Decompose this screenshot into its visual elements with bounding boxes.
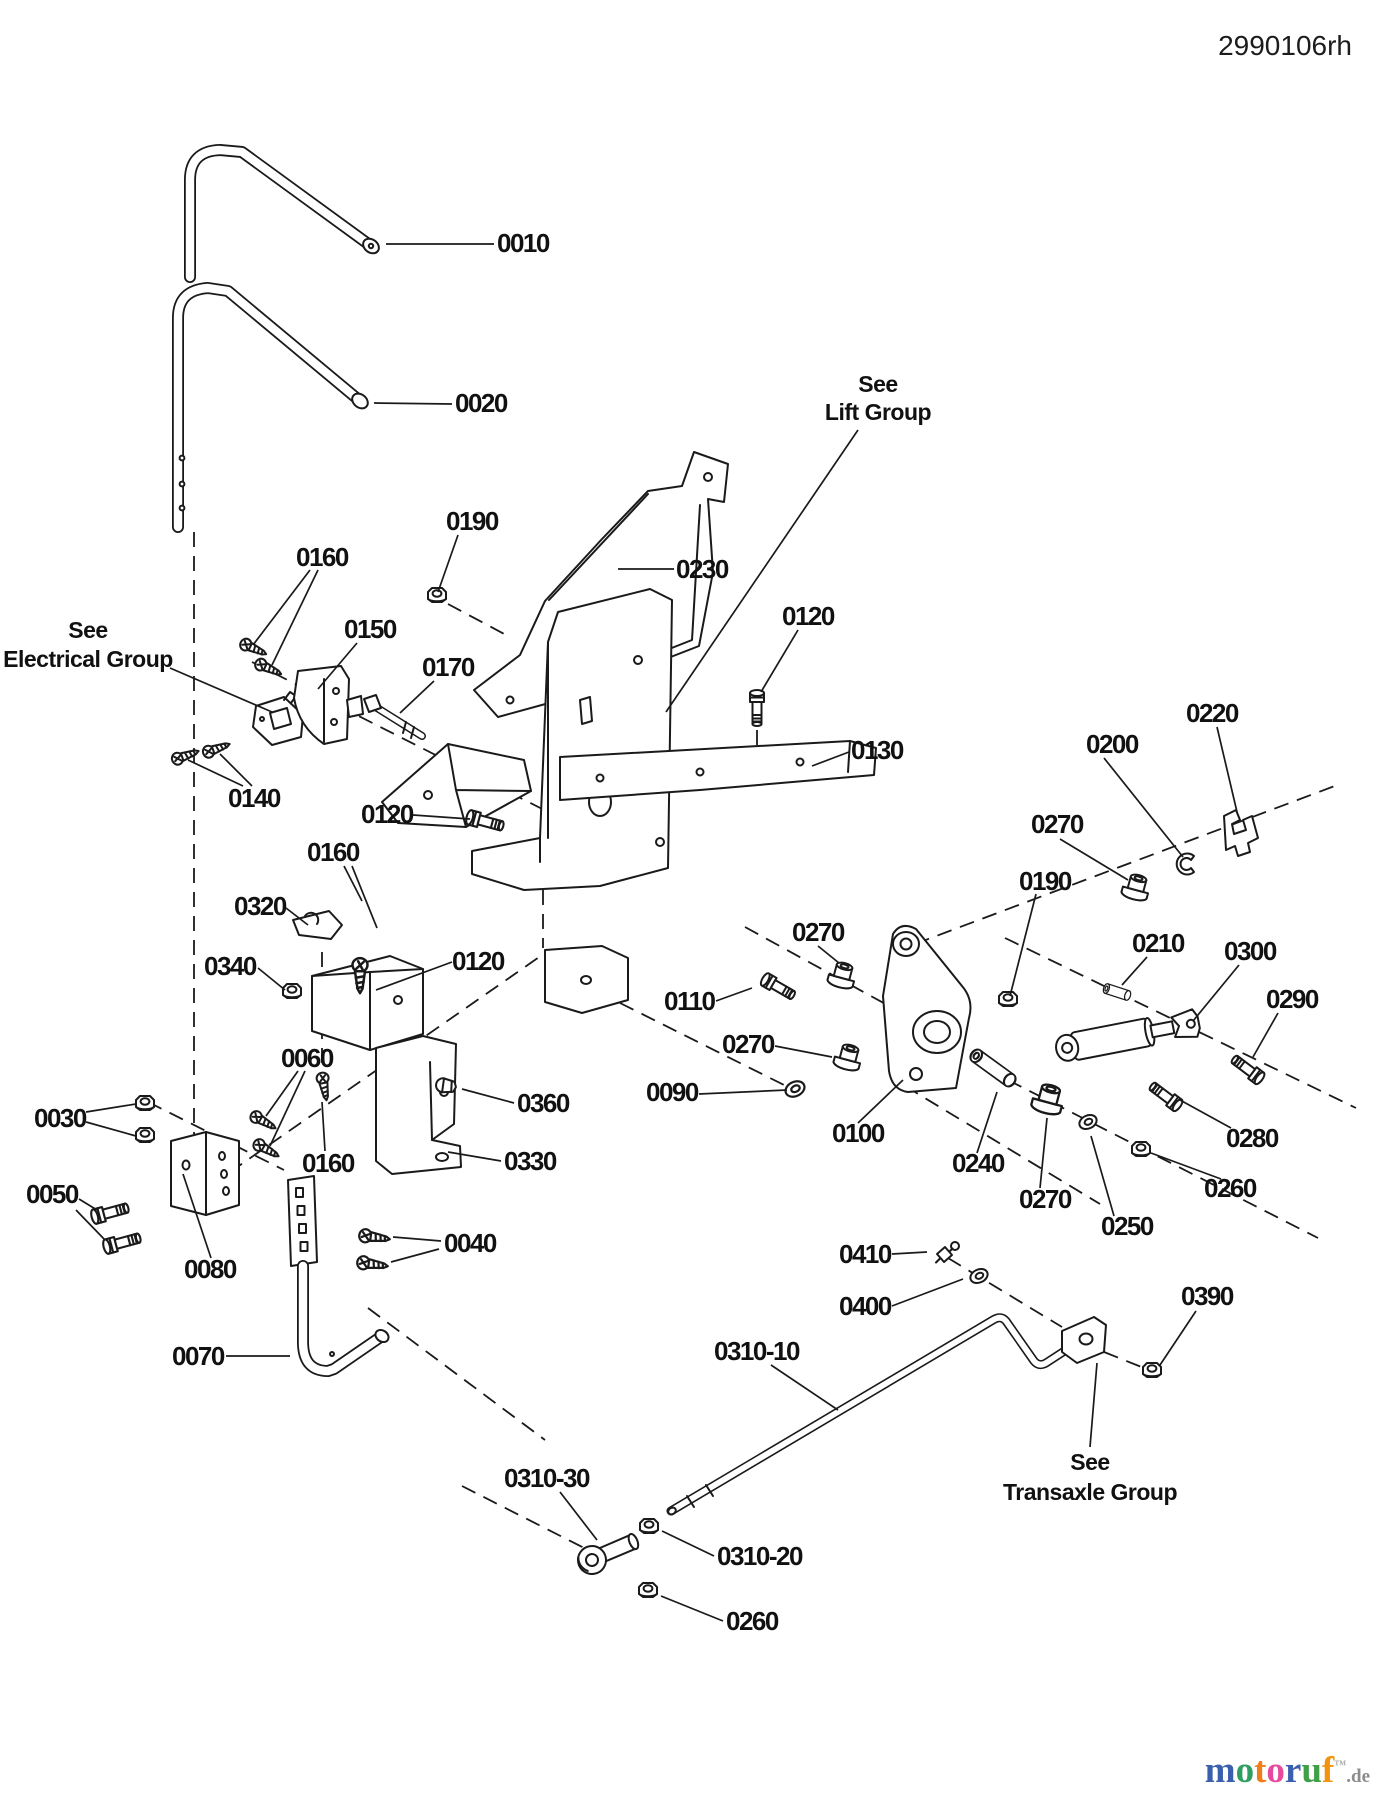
part-label-0280: 0280 bbox=[1226, 1123, 1278, 1153]
part-0160-screw-c bbox=[316, 1072, 333, 1102]
part-label-0210: 0210 bbox=[1132, 928, 1184, 958]
part-0030-nut-2 bbox=[136, 1128, 154, 1142]
part-0270-bushing-d bbox=[1030, 1081, 1066, 1116]
part-label-0010: 0010 bbox=[497, 228, 549, 258]
part-0040-screw-1 bbox=[358, 1228, 390, 1245]
part-label-0290: 0290 bbox=[1266, 984, 1318, 1014]
part-label-0150: 0150 bbox=[344, 614, 396, 644]
part-label-0310-10: 0310-10 bbox=[714, 1336, 799, 1366]
part-label-0310-30: 0310-30 bbox=[504, 1463, 589, 1493]
part-label-0200: 0200 bbox=[1086, 729, 1138, 759]
part-label-0120-c: 0120 bbox=[452, 946, 504, 976]
part-label-0390: 0390 bbox=[1181, 1281, 1233, 1311]
part-label-0110: 0110 bbox=[664, 986, 715, 1016]
part-label-0270-d: 0270 bbox=[1019, 1184, 1071, 1214]
part-channel-0080 bbox=[171, 1132, 239, 1215]
part-0030-nut-1 bbox=[136, 1096, 154, 1110]
part-label-0300: 0300 bbox=[1224, 936, 1276, 966]
part-label-0270-b: 0270 bbox=[722, 1029, 774, 1059]
part-0280-bolt bbox=[1147, 1080, 1184, 1113]
leader-lines bbox=[76, 244, 1278, 1621]
part-label-0030: 0030 bbox=[34, 1103, 86, 1133]
part-0240-spacer bbox=[968, 1047, 1018, 1088]
document-id: 2990106rh bbox=[1218, 30, 1352, 61]
part-label-0240: 0240 bbox=[952, 1148, 1004, 1178]
note-transaxle-line1: See bbox=[1070, 1449, 1110, 1475]
part-0410-grease-fitting bbox=[936, 1242, 959, 1263]
part-handle-0020 bbox=[178, 288, 371, 527]
part-0390-nut bbox=[1143, 1363, 1161, 1377]
part-0270-bushing-c bbox=[1120, 872, 1152, 903]
axis-rod-upper bbox=[368, 1308, 545, 1440]
watermark-tm: ™ bbox=[1334, 1757, 1347, 1772]
part-0310-30-ball-joint bbox=[575, 1532, 643, 1576]
note-electrical-line2: Electrical Group bbox=[3, 646, 173, 672]
part-lever-0070 bbox=[288, 1176, 391, 1371]
part-lift-arm-0100 bbox=[883, 926, 970, 1092]
axis-right-clips bbox=[915, 784, 1340, 944]
part-clip-0220 bbox=[1224, 810, 1258, 856]
part-0050-bolt-2 bbox=[102, 1231, 142, 1255]
part-0040-screw-2 bbox=[356, 1255, 388, 1272]
part-0120-bolt-a bbox=[750, 690, 764, 726]
part-label-0220: 0220 bbox=[1186, 698, 1238, 728]
part-handle-0010 bbox=[190, 150, 382, 277]
part-label-0160-a: 0160 bbox=[296, 542, 348, 572]
part-label-0160-c: 0160 bbox=[302, 1148, 354, 1178]
part-center-plate bbox=[472, 589, 672, 890]
part-label-0080: 0080 bbox=[184, 1254, 236, 1284]
part-0270-bushing-b bbox=[832, 1042, 864, 1073]
part-label-0100: 0100 bbox=[832, 1118, 884, 1148]
part-0260-nut-a bbox=[1132, 1142, 1150, 1156]
watermark-suffix: .de bbox=[1346, 1766, 1370, 1787]
part-label-0090: 0090 bbox=[646, 1077, 698, 1107]
watermark-letters: motoruf bbox=[1204, 1750, 1335, 1791]
part-0190-nut-b bbox=[999, 992, 1017, 1006]
part-label-0360: 0360 bbox=[517, 1088, 569, 1118]
parts-artwork bbox=[90, 150, 1266, 1597]
part-0090-washer bbox=[783, 1078, 807, 1099]
axis-rod-lower bbox=[462, 1486, 592, 1552]
part-label-0160-b: 0160 bbox=[307, 837, 359, 867]
part-label-0140: 0140 bbox=[228, 783, 280, 813]
watermark bbox=[1205, 1749, 1370, 1792]
part-0140-screw-2 bbox=[201, 738, 231, 759]
part-0290-bolt bbox=[1229, 1053, 1266, 1086]
part-0200-eclip bbox=[1177, 854, 1194, 875]
part-label-0340: 0340 bbox=[204, 951, 256, 981]
part-label-0320: 0320 bbox=[234, 891, 286, 921]
part-damper-link bbox=[1054, 1009, 1202, 1064]
part-label-0190-b: 0190 bbox=[1019, 866, 1071, 896]
part-0250-washer bbox=[1077, 1112, 1099, 1131]
part-0270-bushing-a bbox=[826, 960, 858, 991]
part-0110-bolt bbox=[759, 972, 797, 1002]
part-label-0020: 0020 bbox=[455, 388, 507, 418]
part-foot-bracket bbox=[545, 946, 628, 1013]
part-label-0070: 0070 bbox=[172, 1341, 224, 1371]
part-0400-washer bbox=[968, 1266, 990, 1285]
part-label-0130: 0130 bbox=[851, 735, 903, 765]
note-electrical-line1: See bbox=[68, 617, 108, 643]
part-label-0310-20: 0310-20 bbox=[717, 1541, 802, 1571]
part-label-0260-b: 0260 bbox=[726, 1606, 778, 1636]
note-transaxle-line2: Transaxle Group bbox=[1002, 1479, 1178, 1505]
part-label-0400: 0400 bbox=[839, 1291, 891, 1321]
part-0340-nut bbox=[283, 984, 301, 998]
part-label-0330: 0330 bbox=[504, 1146, 556, 1176]
part-label-0120-b: 0120 bbox=[361, 799, 413, 829]
axis-0390 bbox=[1104, 1352, 1144, 1368]
part-0050-bolt-1 bbox=[90, 1201, 130, 1225]
part-label-0410: 0410 bbox=[839, 1239, 891, 1269]
part-0060-screw-1 bbox=[248, 1109, 278, 1133]
part-label-0250: 0250 bbox=[1101, 1211, 1153, 1241]
part-label-0050: 0050 bbox=[26, 1179, 78, 1209]
part-0160-screw-a1 bbox=[238, 637, 268, 660]
part-label-0120-a: 0120 bbox=[782, 601, 834, 631]
part-label-0170: 0170 bbox=[422, 652, 474, 682]
part-0210-spacer bbox=[1102, 983, 1132, 1001]
part-0190-nut-a bbox=[428, 588, 446, 602]
part-label-0270-a: 0270 bbox=[792, 917, 844, 947]
note-lift-line2: Lift Group bbox=[824, 399, 932, 425]
part-labels bbox=[26, 228, 1319, 1636]
part-label-0260-a: 0260 bbox=[1204, 1173, 1256, 1203]
part-label-0040: 0040 bbox=[444, 1228, 496, 1258]
part-label-0270-c: 0270 bbox=[1031, 809, 1083, 839]
axis-0190-nut bbox=[448, 604, 508, 636]
part-0260-nut-b bbox=[639, 1583, 657, 1597]
part-label-0190-a: 0190 bbox=[446, 506, 498, 536]
part-label-0230: 0230 bbox=[676, 554, 728, 584]
group-notes bbox=[3, 371, 1177, 1505]
note-lift-line1: See bbox=[858, 371, 898, 397]
part-0310-20-nut bbox=[640, 1519, 658, 1533]
part-0060-screw-2 bbox=[251, 1137, 281, 1161]
part-label-0060: 0060 bbox=[281, 1043, 333, 1073]
